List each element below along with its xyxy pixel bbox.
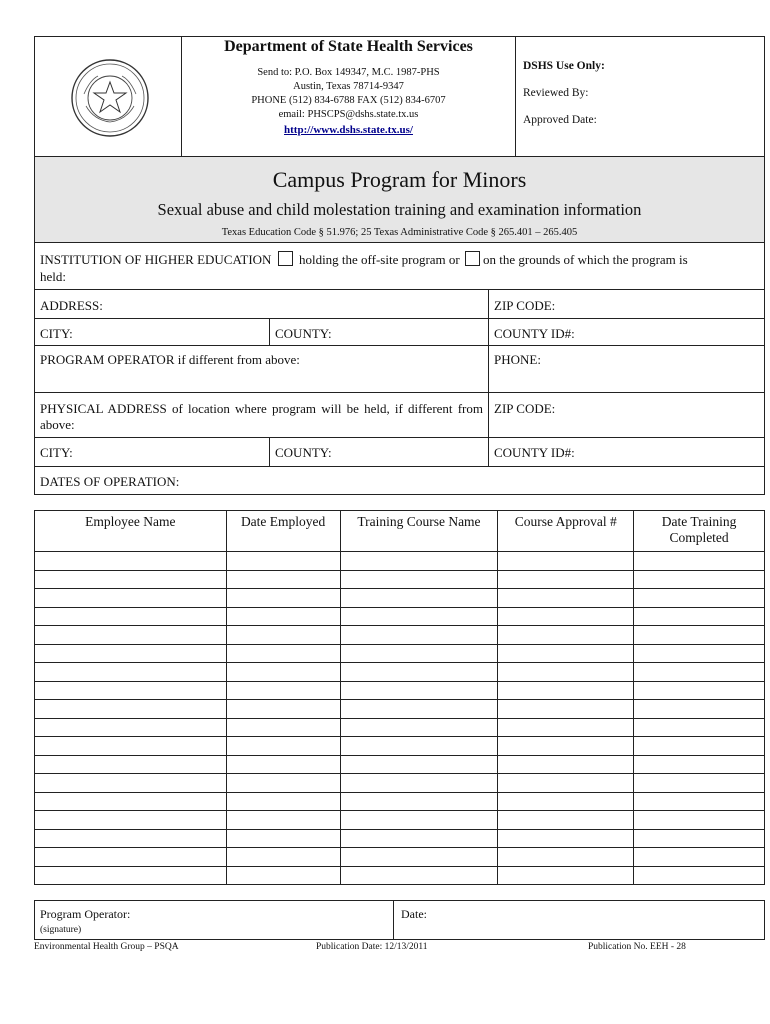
table-cell[interactable] — [498, 681, 634, 700]
city-2-row — [34, 438, 765, 467]
table-cell[interactable] — [340, 829, 498, 848]
signature-date-label: Date: — [401, 907, 427, 921]
table-cell[interactable] — [35, 681, 227, 700]
table-cell[interactable] — [634, 700, 765, 719]
table-cell[interactable] — [35, 718, 227, 737]
county-label: COUNTY: — [275, 326, 332, 341]
table-row — [35, 663, 765, 682]
seal-cell — [34, 36, 182, 157]
table-row — [35, 866, 765, 885]
table-cell[interactable] — [340, 718, 498, 737]
county-id-2-field[interactable] — [488, 438, 764, 466]
table-cell[interactable] — [634, 848, 765, 867]
table-cell[interactable] — [340, 755, 498, 774]
table-row — [35, 829, 765, 848]
phone-field[interactable] — [488, 346, 764, 392]
table-cell[interactable] — [35, 829, 227, 848]
table-cell[interactable] — [35, 737, 227, 756]
table-row — [35, 718, 765, 737]
zip-code-2-label: ZIP CODE: — [494, 401, 556, 416]
table-cell[interactable] — [498, 792, 634, 811]
physical-address-row — [34, 393, 765, 438]
table-cell[interactable] — [340, 552, 498, 571]
dates-row — [34, 467, 765, 495]
on-grounds-label: on the grounds of which the program is — [482, 252, 688, 267]
signature-note: (signature) — [40, 925, 82, 935]
signature-box — [34, 900, 765, 940]
table-cell[interactable] — [498, 755, 634, 774]
table-cell[interactable] — [634, 681, 765, 700]
website-link[interactable]: http://www.dshs.state.tx.us/ — [284, 124, 413, 136]
table-cell[interactable] — [498, 737, 634, 756]
table-cell[interactable] — [498, 570, 634, 589]
table-cell[interactable] — [226, 626, 340, 645]
table-cell[interactable] — [35, 626, 227, 645]
table-cell[interactable] — [498, 663, 634, 682]
phone-fax: PHONE (512) 834-6788 FAX (512) 834-6707 — [251, 95, 446, 106]
city-label: CITY: — [40, 326, 73, 341]
table-cell[interactable] — [226, 737, 340, 756]
county-2-label: COUNTY: — [275, 445, 332, 460]
table-cell[interactable] — [498, 700, 634, 719]
dshs-use-only-label: DSHS Use Only: — [523, 60, 605, 72]
col-training-course-name: Training Course Name — [340, 511, 498, 552]
table-cell[interactable] — [226, 792, 340, 811]
col-employee-name: Employee Name — [35, 511, 227, 552]
table-cell[interactable] — [498, 589, 634, 608]
footer-publication-date: Publication Date: 12/13/2011 — [316, 942, 428, 952]
dshs-use-only-cell — [516, 36, 765, 157]
table-cell[interactable] — [226, 681, 340, 700]
city-row — [34, 319, 765, 346]
program-operator-signature-label: Program Operator: — [40, 907, 131, 921]
on-grounds-checkbox[interactable] — [465, 251, 480, 266]
contact-email: email: PHSCPS@dshs.state.tx.us — [278, 109, 419, 120]
table-cell[interactable] — [340, 663, 498, 682]
table-cell[interactable] — [35, 663, 227, 682]
table-cell[interactable] — [498, 829, 634, 848]
address-row — [34, 290, 765, 319]
table-cell[interactable] — [35, 866, 227, 885]
program-operator-field[interactable] — [35, 346, 488, 392]
table-cell[interactable] — [340, 848, 498, 867]
dates-of-operation-field[interactable] — [35, 467, 764, 494]
table-cell[interactable] — [226, 570, 340, 589]
footer-publication-number: Publication No. EEH - 28 — [588, 942, 686, 952]
texas-state-seal-icon — [34, 36, 182, 157]
table-cell[interactable] — [35, 644, 227, 663]
address-label: ADDRESS: — [40, 298, 103, 313]
table-cell[interactable] — [498, 866, 634, 885]
table-row — [35, 811, 765, 830]
col-date-employed: Date Employed — [226, 511, 340, 552]
table-cell[interactable] — [340, 607, 498, 626]
institution-label: INSTITUTION OF HIGHER EDUCATION — [40, 252, 272, 267]
table-cell[interactable] — [340, 811, 498, 830]
table-cell[interactable] — [340, 792, 498, 811]
table-cell[interactable] — [35, 774, 227, 793]
table-cell[interactable] — [634, 644, 765, 663]
form-subtitle: Sexual abuse and child molestation training and examination information — [157, 200, 642, 219]
city-field[interactable] — [35, 319, 269, 345]
title-band — [34, 157, 765, 243]
table-cell[interactable] — [498, 848, 634, 867]
table-cell[interactable] — [226, 848, 340, 867]
physical-address-label: PHYSICAL ADDRESS of location where program will be held, if different from above: — [40, 401, 483, 432]
table-cell[interactable] — [340, 681, 498, 700]
table-cell[interactable] — [35, 792, 227, 811]
table-cell[interactable] — [634, 718, 765, 737]
table-cell[interactable] — [634, 552, 765, 571]
city-2-label: CITY: — [40, 445, 73, 460]
city-2-field[interactable] — [35, 438, 269, 466]
table-cell[interactable] — [226, 866, 340, 885]
table-cell[interactable] — [498, 607, 634, 626]
table-cell[interactable] — [634, 792, 765, 811]
table-cell[interactable] — [226, 644, 340, 663]
table-row — [35, 570, 765, 589]
contact-cell — [182, 36, 516, 157]
table-row — [35, 737, 765, 756]
offsite-program-checkbox[interactable] — [278, 251, 293, 266]
table-cell[interactable] — [35, 589, 227, 608]
table-row — [35, 755, 765, 774]
footer-group: Environmental Health Group – PSQA — [34, 942, 179, 952]
col-course-approval: Course Approval # — [498, 511, 634, 552]
table-row — [35, 589, 765, 608]
county-2-field[interactable] — [269, 438, 488, 466]
county-field[interactable] — [269, 319, 488, 345]
table-cell[interactable] — [226, 552, 340, 571]
signature-date-field[interactable] — [394, 901, 764, 939]
program-operator-label: PROGRAM OPERATOR if different from above: — [40, 352, 300, 367]
zip-code-2-field[interactable] — [488, 393, 764, 437]
reviewed-by-label: Reviewed By: — [523, 87, 589, 99]
county-id-field[interactable] — [488, 319, 764, 345]
offsite-program-label: holding the off-site program or — [298, 252, 460, 267]
col-date-training-completed: Date Training Completed — [634, 511, 765, 552]
table-cell[interactable] — [226, 829, 340, 848]
signature-field[interactable] — [35, 901, 393, 939]
table-cell[interactable] — [634, 570, 765, 589]
table-cell[interactable] — [226, 663, 340, 682]
table-cell[interactable] — [35, 552, 227, 571]
table-row — [35, 552, 765, 571]
employee-table-header — [35, 511, 765, 552]
approved-date-label: Approved Date: — [523, 114, 597, 126]
table-cell[interactable] — [498, 644, 634, 663]
table-cell[interactable] — [634, 755, 765, 774]
table-row — [35, 848, 765, 867]
program-operator-row — [34, 346, 765, 393]
table-row — [35, 626, 765, 645]
physical-address-field[interactable] — [35, 393, 488, 437]
table-cell[interactable] — [340, 644, 498, 663]
table-cell[interactable] — [634, 663, 765, 682]
table-row — [35, 644, 765, 663]
table-row — [35, 792, 765, 811]
table-cell[interactable] — [35, 811, 227, 830]
table-cell[interactable] — [340, 589, 498, 608]
table-row — [35, 681, 765, 700]
table-cell[interactable] — [634, 774, 765, 793]
table-cell[interactable] — [340, 626, 498, 645]
table-cell[interactable] — [226, 589, 340, 608]
dates-of-operation-label: DATES OF OPERATION: — [40, 474, 180, 489]
table-cell[interactable] — [340, 737, 498, 756]
table-cell[interactable] — [634, 811, 765, 830]
form-title: Campus Program for Minors — [272, 167, 527, 192]
table-row — [35, 700, 765, 719]
phone-label: PHONE: — [494, 352, 541, 367]
county-id-2-label: COUNTY ID#: — [494, 445, 575, 460]
table-cell[interactable] — [634, 737, 765, 756]
footer — [34, 942, 765, 956]
table-row — [35, 607, 765, 626]
table-cell[interactable] — [226, 718, 340, 737]
county-id-label: COUNTY ID#: — [494, 326, 575, 341]
table-cell[interactable] — [226, 811, 340, 830]
table-cell[interactable] — [498, 718, 634, 737]
employee-table — [34, 510, 765, 885]
send-to-address: Send to: P.O. Box 149347, M.C. 1987-PHS — [257, 67, 440, 78]
table-cell[interactable] — [498, 774, 634, 793]
table-cell[interactable] — [226, 607, 340, 626]
address-field[interactable] — [35, 290, 488, 318]
table-cell[interactable] — [35, 700, 227, 719]
table-cell[interactable] — [340, 866, 498, 885]
table-cell[interactable] — [340, 700, 498, 719]
table-cell[interactable] — [634, 589, 765, 608]
table-cell[interactable] — [35, 607, 227, 626]
table-cell[interactable] — [634, 626, 765, 645]
zip-code-field[interactable] — [488, 290, 764, 318]
table-row — [35, 774, 765, 793]
table-cell[interactable] — [226, 774, 340, 793]
table-cell[interactable] — [226, 755, 340, 774]
table-cell[interactable] — [226, 700, 340, 719]
code-reference: Texas Education Code § 51.976; 25 Texas Administrative Code § 265.401 – 265.405 — [221, 227, 578, 238]
table-cell[interactable] — [340, 570, 498, 589]
table-cell[interactable] — [35, 570, 227, 589]
institution-row — [34, 243, 765, 290]
table-cell[interactable] — [634, 829, 765, 848]
table-cell[interactable] — [498, 811, 634, 830]
department-name: Department of State Health Services — [224, 38, 473, 55]
table-cell[interactable] — [634, 866, 765, 885]
table-cell[interactable] — [634, 607, 765, 626]
table-cell[interactable] — [340, 774, 498, 793]
zip-code-label: ZIP CODE: — [494, 298, 556, 313]
city-state-zip: Austin, Texas 78714-9347 — [293, 81, 404, 92]
table-cell[interactable] — [35, 755, 227, 774]
table-cell[interactable] — [498, 552, 634, 571]
table-cell[interactable] — [35, 848, 227, 867]
held-label: held: — [40, 269, 66, 284]
table-cell[interactable] — [498, 626, 634, 645]
